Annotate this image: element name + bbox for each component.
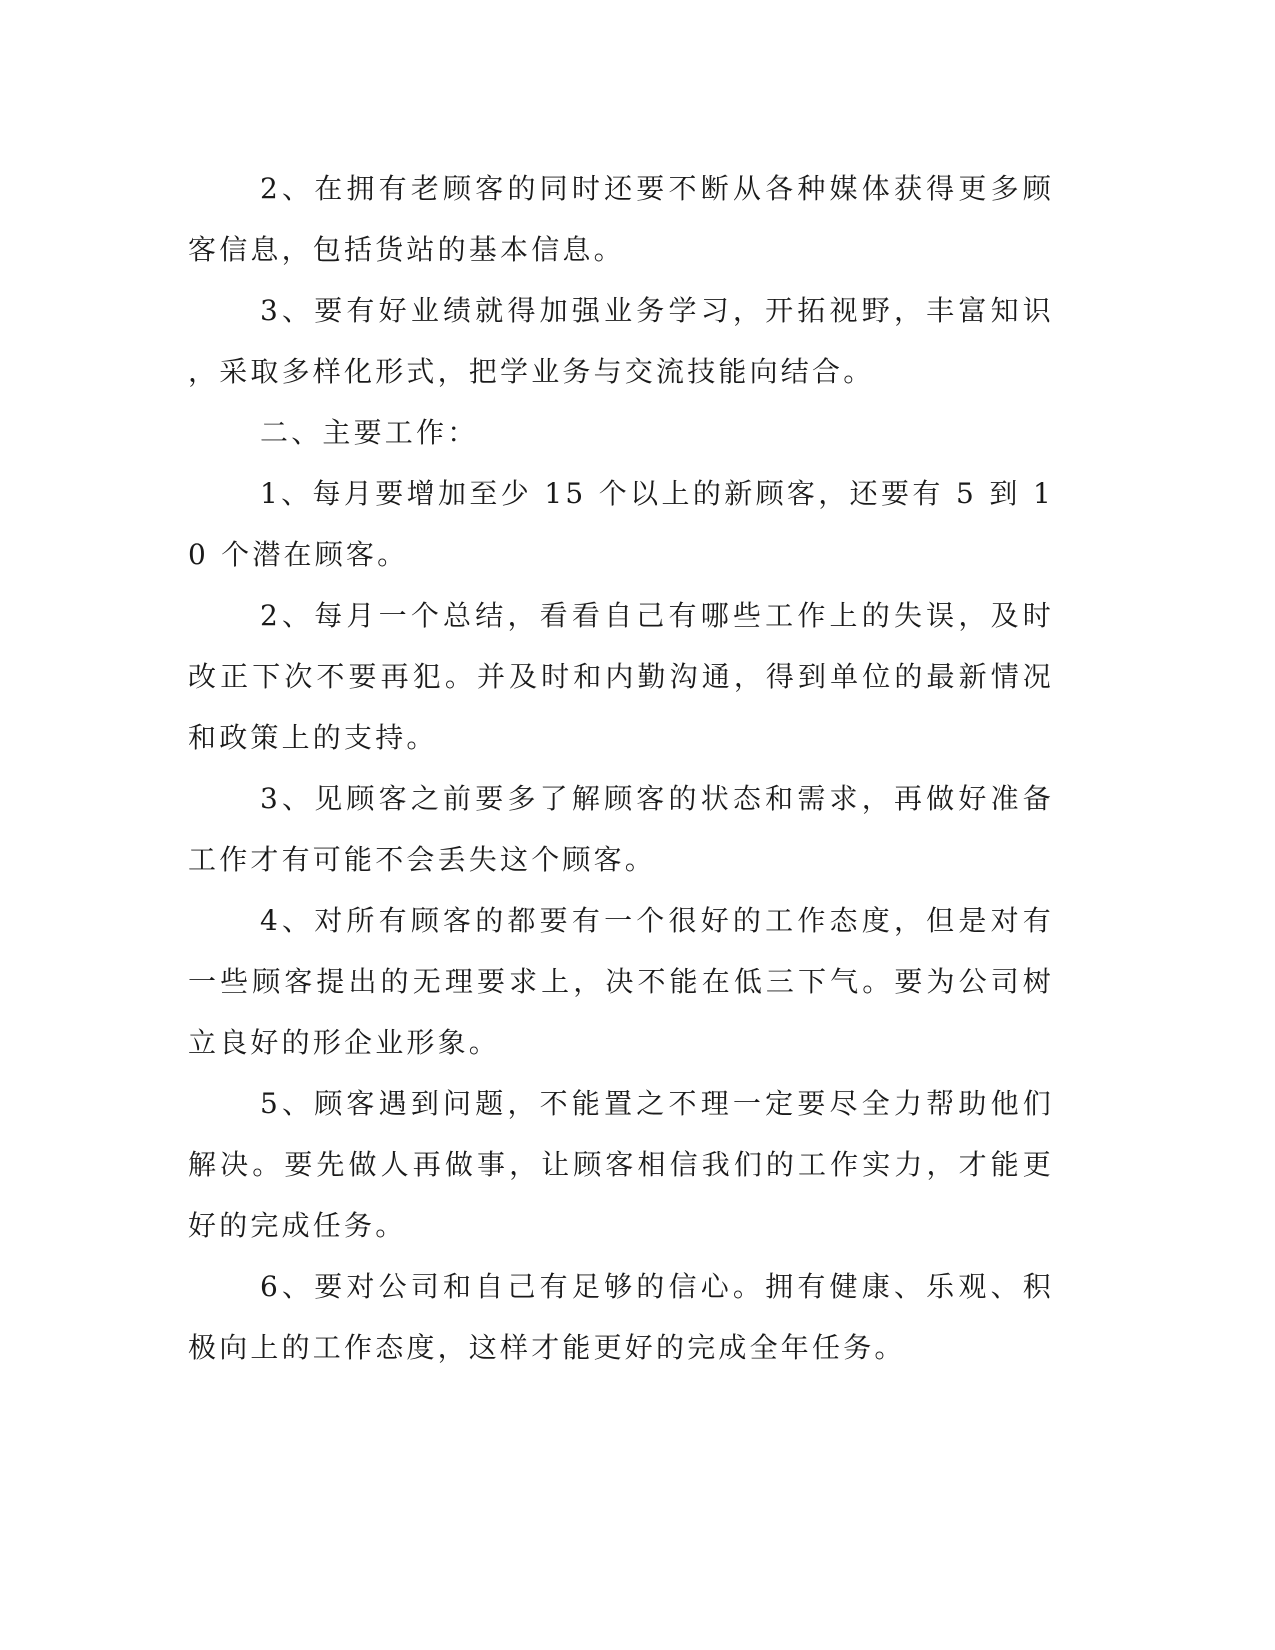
document-body xyxy=(188,158,1054,1378)
paragraph-work-6: 6、要对公司和自己有足够的信心。拥有健康、乐观、积极向上的工作态度，这样才能更好的完成全年任务。 xyxy=(188,1270,1054,1364)
paragraph-work-2: 2、每月一个总结，看看自己有哪些工作上的失误，及时改正下次不要再犯。并及时和内勤沟通，得到单位的最新情况和政策上的支持。 xyxy=(188,599,1054,754)
paragraph-work-3: 3、见顾客之前要多了解顾客的状态和需求，再做好准备工作才有可能不会丢失这个顾客。 xyxy=(188,782,1054,876)
paragraph-goal-2: 2、在拥有老顾客的同时还要不断从各种媒体获得更多顾客信息，包括货站的基本信息。 xyxy=(188,172,1054,266)
paragraph-goal-3: 3、要有好业绩就得加强业务学习，开拓视野，丰富知识，采取多样化形式，把学业务与交流技能向结合。 xyxy=(188,294,1054,388)
section-heading-main-work: 二、主要工作： xyxy=(260,416,479,449)
paragraph-work-5: 5、顾客遇到问题，不能置之不理一定要尽全力帮助他们解决。要先做人再做事，让顾客相信我们的工作实力，才能更好的完成任务。 xyxy=(188,1087,1054,1242)
paragraph-work-1: 1、每月要增加至少 15 个以上的新顾客，还要有 5 到 10 个潜在顾客。 xyxy=(188,477,1054,571)
paragraph-work-4: 4、对所有顾客的都要有一个很好的工作态度，但是对有一些顾客提出的无理要求上，决不能在低三下气。要为公司树立良好的形企业形象。 xyxy=(188,904,1054,1059)
